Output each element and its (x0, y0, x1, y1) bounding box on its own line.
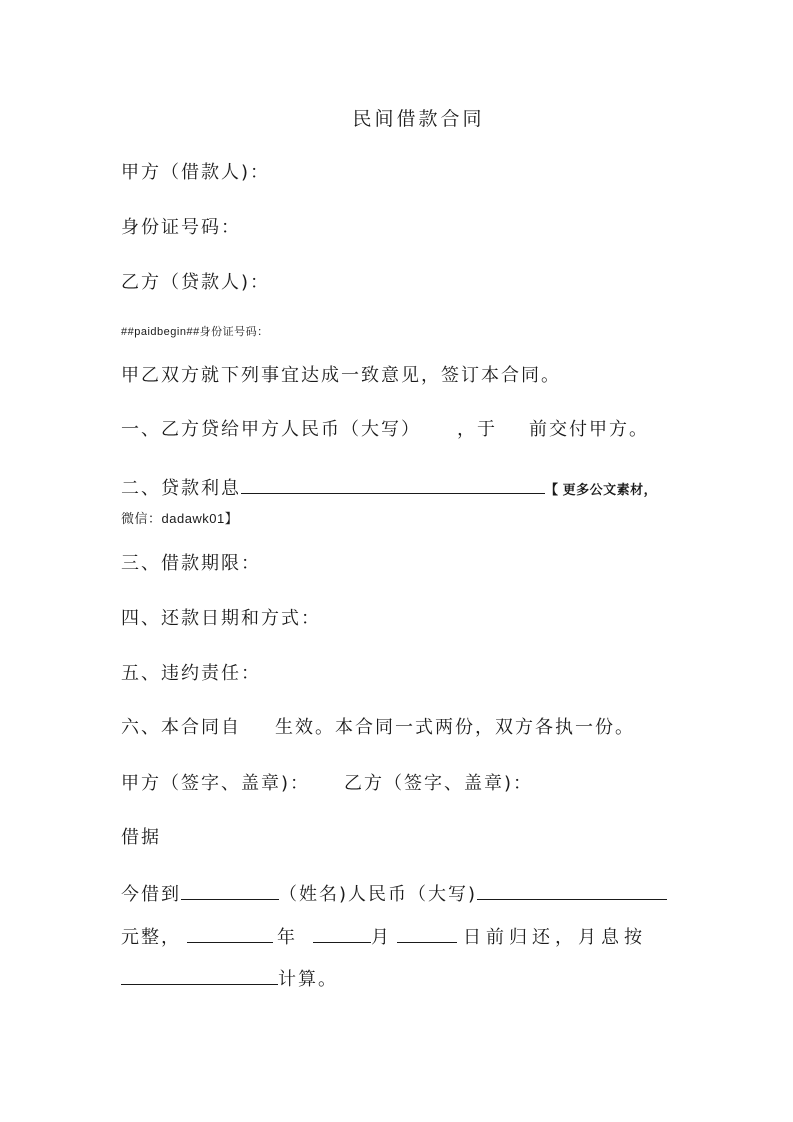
amount-blank (477, 880, 667, 900)
clause-2-note-start: 【 更多公文素材， (545, 482, 658, 497)
clause-1-text-c: 前交付甲方。 (529, 419, 649, 440)
clause-6-text-b: 生效。本合同一式两份，双方各执一份。 (275, 717, 635, 738)
clause-5: 五、违约责任： (121, 663, 261, 684)
year-blank (187, 923, 273, 943)
clause-2-label: 二、贷款利息 (121, 478, 241, 499)
receipt-line-3 (121, 965, 338, 992)
clause-6-text-a: 六、本合同自 (121, 717, 241, 738)
interest-rate-blank (121, 965, 278, 985)
receipt-year-text: 年 (277, 927, 297, 948)
month-blank (313, 923, 371, 943)
receipt-due-text: 日前归还，月息按 (463, 927, 647, 948)
party-a-field: 甲方（借款人)： (121, 162, 271, 183)
signature-line (121, 772, 533, 796)
party-a-id-field: 身份证号码： (121, 217, 241, 238)
party-b-id-field: ##paidbegin##身份证号码： (121, 326, 269, 338)
receipt-month-text: 月 (371, 927, 391, 948)
clause-1 (121, 418, 649, 442)
clause-1-text-a: 一、乙方贷给甲方人民币（大写） (121, 419, 421, 440)
receipt-borrow-text: 今借到 (121, 884, 181, 905)
receipt-calc-text: 计算。 (278, 969, 338, 990)
day-blank (397, 923, 457, 943)
lender-name-blank (181, 880, 279, 900)
party-a-signature: 甲方（签字、盖章)： (121, 773, 311, 794)
document-title: 民间借款合同 (352, 108, 485, 130)
receipt-name-text: （姓名)人民币（大写) (279, 884, 478, 905)
clause-3: 三、借款期限： (121, 553, 261, 574)
interest-blank (241, 474, 545, 494)
receipt-line-2 (121, 923, 647, 950)
receipt-line-1 (121, 880, 667, 907)
clause-2 (121, 474, 657, 502)
receipt-unit-text: 元整， (121, 927, 181, 948)
clause-6 (121, 716, 635, 740)
clause-4: 四、还款日期和方式： (121, 608, 321, 629)
party-b-field: 乙方（贷款人)： (121, 272, 271, 293)
clause-1-text-b: ，于 (457, 419, 497, 440)
receipt-heading: 借据 (121, 827, 161, 848)
clause-2-note-end: 微信：dadawk01】 (121, 511, 239, 526)
party-b-signature: 乙方（签字、盖章)： (344, 773, 534, 794)
agreement-statement: 甲乙双方就下列事宜达成一致意见，签订本合同。 (121, 365, 561, 386)
